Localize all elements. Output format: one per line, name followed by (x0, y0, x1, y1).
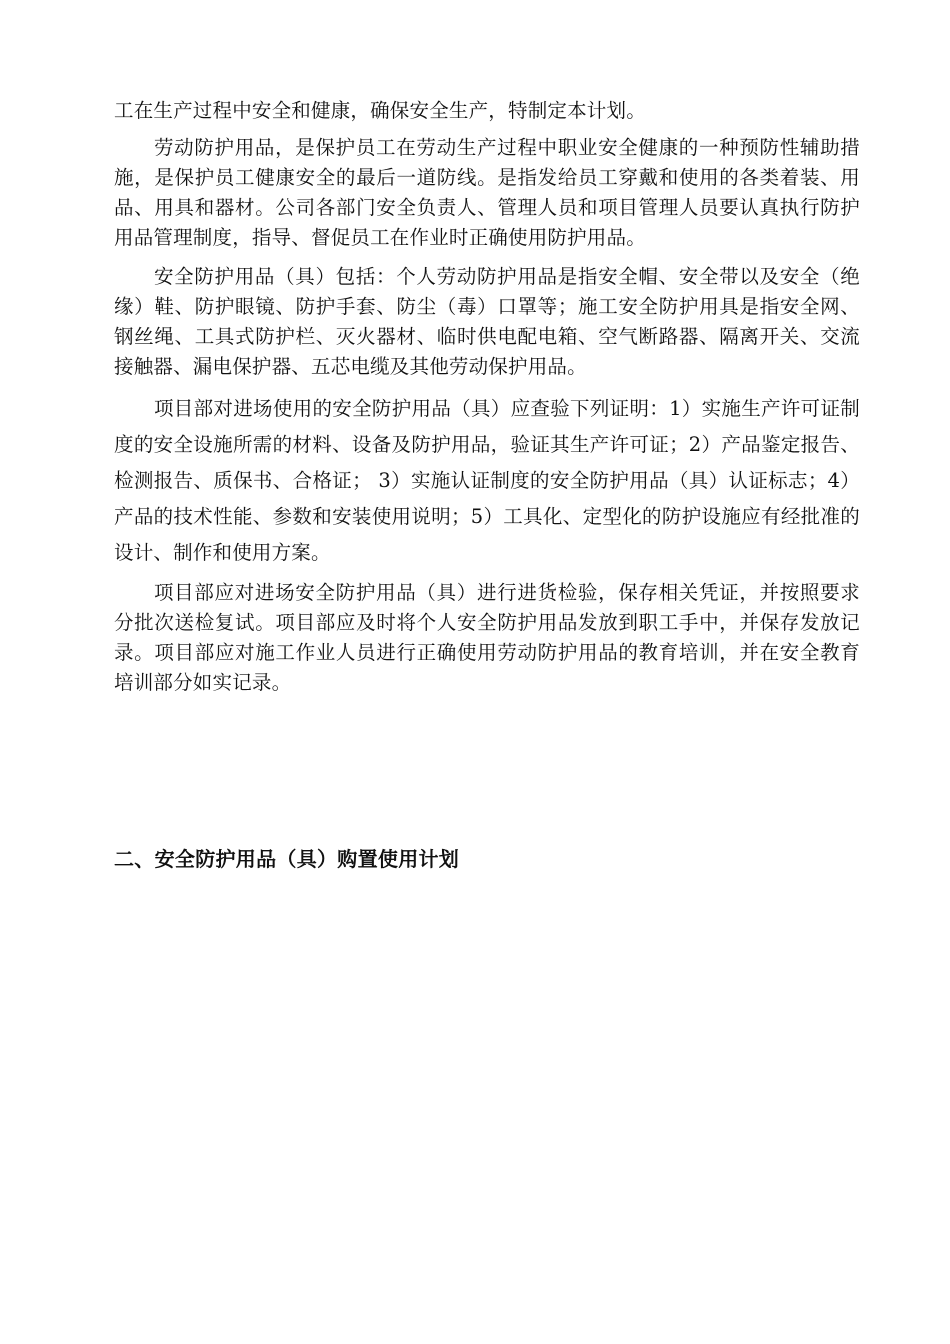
paragraph-inspection-records: 项目部应对进场安全防护用品（具）进行进货检验，保存相关凭证，并按照要求分批次送检复试。项目部应及时将个人安全防护用品发放到职工手中，并保存发放记录。项目部应对施工作业人员进行正确使用劳动防护用品的教育培训，并在安全教育培训部分如实记录。 (114, 581, 860, 694)
paragraph-protective-equipment-definition: 劳动防护用品，是保护员工在劳动生产过程中职业安全健康的一种预防性辅助措施，是保护员工健康安全的最后一道防线。是指发给员工穿戴和使用的各类着装、用品、用具和器材。公司各部门安全负责人、管理人员和项目管理人员要认真执行防护用品管理制度，指导、督促员工在作业时正确使用防护用品。 (114, 136, 860, 249)
document-body (114, 96, 860, 698)
paragraph-certificate-checks: 项目部对进场使用的安全防护用品（具）应查验下列证明：1）实施生产许可证制度的安全设施所需的材料、设备及防护用品，验证其生产许可证；2）产品鉴定报告、检测报告、质保书、合格证； 3）实施认证制度的安全防护用品（具）认证标志；4）产品的技术性能、参数和安装使用说明；5）工具化、定型化的防护设施应有经批准的设计、制作和使用方案。 (114, 397, 860, 564)
paragraph-equipment-list: 安全防护用品（具）包括：个人劳动防护用品是指安全帽、安全带以及安全（绝缘）鞋、防护眼镜、防护手套、防尘（毒）口罩等；施工安全防护用具是指安全网、钢丝绳、工具式防护栏、灭火器材、临时供电配电箱、空气断路器、隔离开关、交流接触器、漏电保护器、五芯电缆及其他劳动保护用品。 (114, 265, 860, 378)
paragraph-continuation: 工在生产过程中安全和健康，确保安全生产，特制定本计划。 (114, 99, 646, 122)
section-heading: 二、安全防护用品（具）购置使用计划 (114, 847, 460, 871)
